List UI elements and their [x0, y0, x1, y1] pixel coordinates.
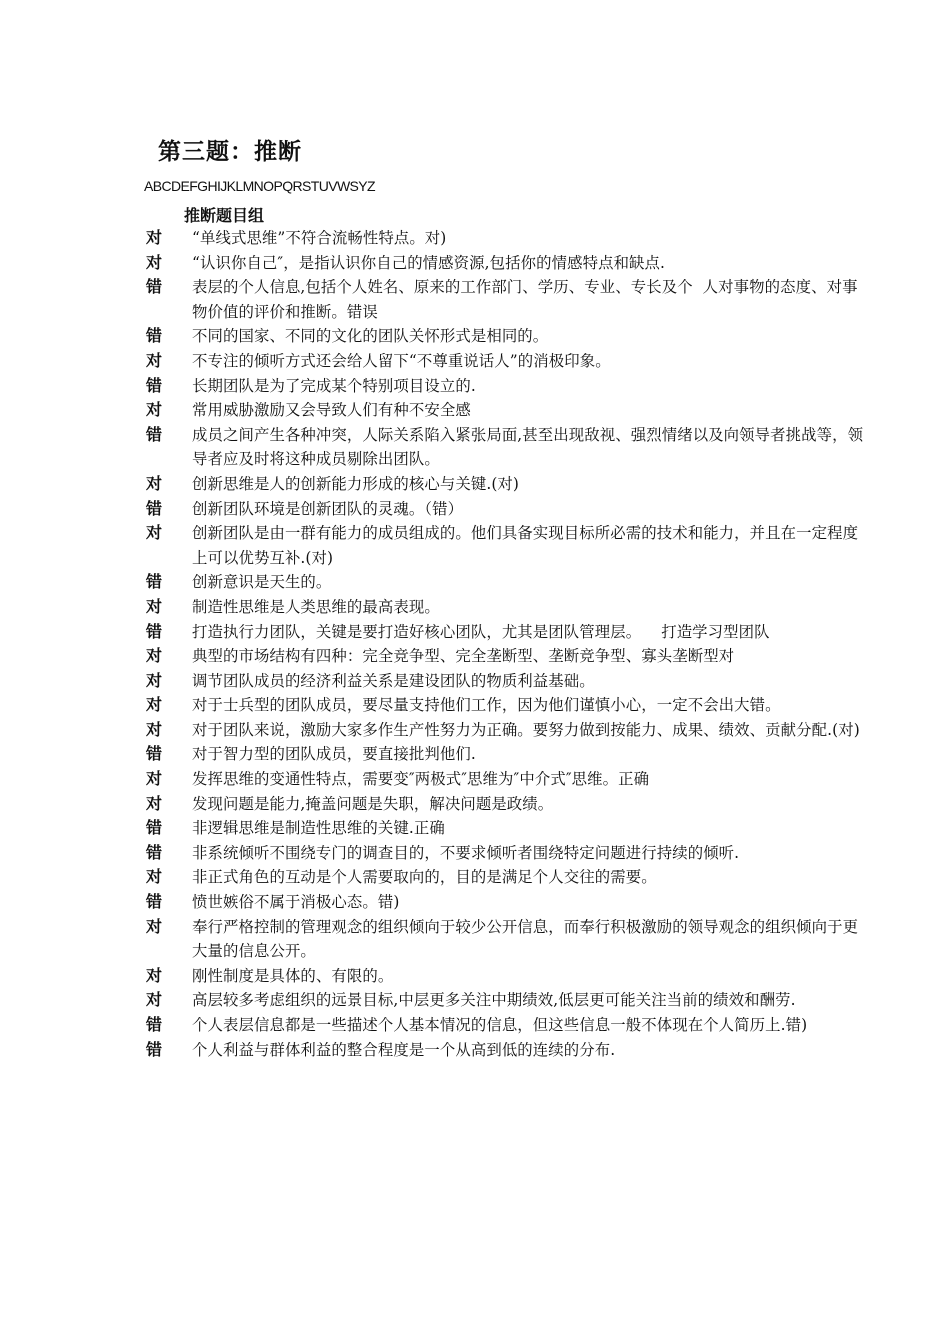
- answer-mark: 对: [146, 916, 163, 936]
- statement-text: 个人表层信息都是一些描述个人基本情况的信息，但这些信息一般不体现在个人简历上.错): [192, 1016, 808, 1034]
- answer-mark: 错: [146, 572, 163, 592]
- statement-text: 对于智力型的团队成员，要直接批判他们.: [192, 745, 476, 764]
- statement-text: 长期团队是为了完成某个特别项目设立的.: [192, 376, 476, 395]
- answer-mark: 对: [146, 719, 163, 739]
- statement-text: 表层的个人信息,包括个人姓名、原来的工作部门、学历、专业、专长及个 人对事物的态度、对事物价值的评价和推断。错误: [192, 278, 858, 321]
- list-item: [146, 521, 866, 570]
- list-item: [146, 398, 866, 423]
- answer-mark: 错: [146, 277, 163, 297]
- statement-text: 打造执行力团队，关键是要打造好核心团队，尤其是团队管理层。 打造学习型团队: [192, 622, 770, 641]
- statement-text: 创新意识是天生的。: [192, 573, 332, 592]
- list-item: [146, 644, 866, 669]
- statement-text: 常用威胁激励又会导致人们有种不安全感: [192, 401, 471, 420]
- answer-mark: 对: [146, 228, 163, 247]
- statement-text: 不同的国家、不同的文化的团队关怀形式是相同的。: [192, 327, 549, 346]
- alphabet-index: ABCDEFGHIJKLMNOPQRSTUVWSYZ: [144, 178, 375, 194]
- list-item: [146, 964, 866, 989]
- list-item: [146, 1013, 866, 1038]
- answer-mark: 错: [146, 375, 163, 395]
- list-item: [146, 226, 866, 251]
- answer-mark: 错: [146, 326, 163, 346]
- list-item: [146, 595, 866, 620]
- list-item: [146, 865, 866, 890]
- answer-mark: 错: [146, 818, 163, 838]
- answer-mark: 对: [146, 695, 163, 715]
- list-item: [146, 497, 866, 522]
- statement-text: 对于士兵型的团队成员，要尽量支持他们工作，因为他们谨慎小心，一定不会出大错。: [192, 696, 781, 715]
- statement-text: 非系统倾听不围绕专门的调查目的，不要求倾听者围绕特定问题进行持续的倾听.: [192, 843, 740, 862]
- list-item: [146, 841, 866, 866]
- answer-mark: 对: [146, 793, 163, 813]
- list-item: [146, 423, 866, 472]
- statement-text: 制造性思维是人类思维的最高表现。: [192, 597, 440, 616]
- statement-text: “单线式思维”不符合流畅性特点。对): [192, 229, 447, 247]
- answer-mark: 对: [146, 769, 163, 789]
- list-item: [146, 718, 866, 743]
- list-item: [146, 915, 866, 964]
- answer-mark: 对: [146, 596, 163, 616]
- list-item: [146, 693, 866, 718]
- answer-mark: 错: [146, 621, 163, 641]
- answer-mark: 错: [146, 498, 163, 518]
- list-item: [146, 472, 866, 497]
- list-item: [146, 251, 866, 276]
- list-item: [146, 988, 866, 1013]
- answer-mark: 对: [146, 350, 163, 370]
- statement-text: 创新思维是人的创新能力形成的核心与关键.(对): [192, 474, 520, 493]
- list-item: [146, 620, 866, 645]
- list-item: [146, 669, 866, 694]
- list-item: [146, 570, 866, 595]
- list-item: [146, 792, 866, 817]
- statement-text: 创新团队环境是创新团队的灵魂。（错）: [192, 499, 464, 518]
- question-list: [146, 226, 866, 1062]
- statement-text: “认识你自己″，是指认识你自己的情感资源,包括你的情感特点和缺点.: [192, 253, 666, 272]
- list-item: [146, 890, 866, 915]
- answer-mark: 对: [146, 965, 163, 985]
- answer-mark: 对: [146, 523, 163, 543]
- statement-text: 个人利益与群体利益的整合程度是一个从高到低的连续的分布.: [192, 1040, 616, 1059]
- answer-mark: 错: [146, 1015, 163, 1034]
- answer-mark: 对: [146, 252, 163, 272]
- statement-text: 发挥思维的变通性特点，需要变″两极式″思维为″中介式″思维。正确: [192, 770, 650, 789]
- statement-text: 对于团队来说，激励大家多作生产性努力为正确。要努力做到按能力、成果、绩效、贡献分配.(对): [192, 720, 860, 739]
- list-item: [146, 816, 866, 841]
- list-item: [146, 275, 866, 324]
- answer-mark: 对: [146, 473, 163, 493]
- list-item: [146, 1038, 866, 1063]
- answer-mark: 错: [146, 1039, 163, 1059]
- list-item: [146, 742, 866, 767]
- statement-text: 高层较多考虑组织的远景目标,中层更多关注中期绩效,低层更可能关注当前的绩效和酬劳.: [192, 991, 796, 1010]
- list-item: [146, 374, 866, 399]
- answer-mark: 对: [146, 990, 163, 1010]
- statement-text: 成员之间产生各种冲突，人际关系陷入紧张局面,甚至出现敌视、强烈情绪以及向领导者挑战等，领导者应及时将这种成员剔除出团队。: [192, 425, 864, 469]
- statement-text: 不专注的倾听方式还会给人留下“不尊重说话人”的消极印象。: [192, 351, 611, 370]
- statement-text: 奉行严格控制的管理观念的组织倾向于较少公开信息，而奉行积极激励的领导观念的组织倾向于更大量的信息公开。: [192, 917, 859, 961]
- answer-mark: 对: [146, 400, 163, 420]
- answer-mark: 错: [146, 424, 163, 444]
- answer-mark: 对: [146, 646, 163, 666]
- section-title: 第三题：推断: [158, 139, 302, 165]
- list-item: [146, 324, 866, 349]
- answer-mark: 对: [146, 867, 163, 887]
- group-title: 推断题目组: [184, 206, 265, 225]
- statement-text: 创新团队是由一群有能力的成员组成的。他们具备实现目标所必需的技术和能力，并且在一定程度上可以优势互补.(对): [192, 524, 859, 567]
- list-item: [146, 767, 866, 792]
- statement-text: 非逻辑思维是制造性思维的关键.正确: [192, 819, 445, 838]
- statement-text: 典型的市场结构有四种：完全竞争型、完全垄断型、垄断竞争型、寡头垄断型对: [192, 647, 735, 666]
- statement-text: 发现问题是能力,掩盖问题是失职，解决问题是政绩。: [192, 794, 554, 813]
- answer-mark: 错: [146, 842, 163, 862]
- answer-mark: 错: [146, 892, 163, 912]
- statement-text: 调节团队成员的经济利益关系是建设团队的物质利益基础。: [192, 671, 595, 690]
- list-item: [146, 349, 866, 374]
- statement-text: 非正式角色的互动是个人需要取向的，目的是满足个人交往的需要。: [192, 868, 657, 887]
- statement-text: 刚性制度是具体的、有限的。: [192, 966, 394, 985]
- answer-mark: 对: [146, 670, 163, 690]
- answer-mark: 错: [146, 744, 163, 764]
- statement-text: 愤世嫉俗不属于消极心态。错): [192, 893, 400, 912]
